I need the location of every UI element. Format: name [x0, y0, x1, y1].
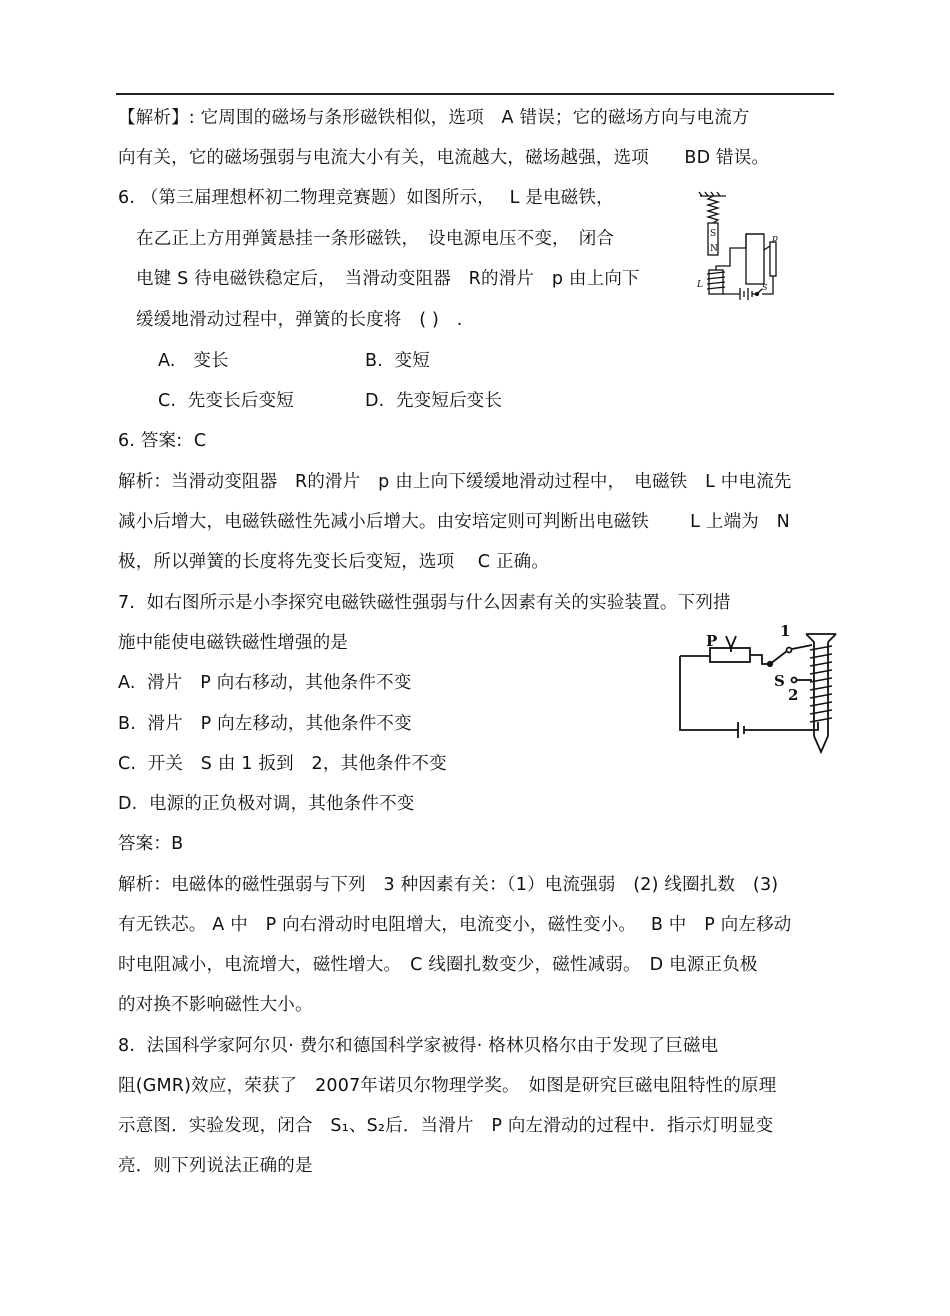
text-line: 【解析】: 它周围的磁场与条形磁铁相似，选项 A 错误；它的磁场方向与电流方 — [118, 108, 750, 128]
answer-7: 答案：B — [118, 834, 184, 854]
explanation-line: 解析：当滑动变阻器 R的滑片 p 由上向下缓缓地滑动过程中， 电磁铁 L 中电流先 — [118, 472, 792, 492]
explanation-line: 时电阻减小，电流增大，磁性增大。 C 线圈扎数变少，磁性减弱。 D 电源正负极 — [118, 955, 758, 975]
switch-s-label: S — [762, 283, 768, 292]
question-8-stem: 8. 法国科学家阿尔贝· 费尔和德国科学家被得· 格林贝格尔由于发现了巨磁电 — [118, 1036, 719, 1056]
question-6-stem: 在乙正上方用弹簧悬挂一条形磁铁， 设电源电压不变， 闭合 — [136, 229, 615, 249]
option-d: D. 先变短后变长 — [365, 391, 503, 411]
question-6-stem: 电键 S 待电磁铁稳定后， 当滑动变阻器 R的滑片 p 由上向下 — [136, 269, 640, 289]
top-rule — [116, 93, 834, 95]
question-7-stem: 7. 如右图所示是小李探究电磁铁磁性强弱与什么因素有关的实验装置。下列措 — [118, 593, 731, 613]
option-a: A. 变长 — [158, 351, 229, 371]
option-c: C. 开关 S 由 1 扳到 2，其他条件不变 — [118, 754, 447, 774]
terminal-2-label: 2 — [788, 686, 799, 704]
explanation-line: 的对换不影响磁性大小。 — [118, 995, 313, 1015]
text-line: 向有关，它的磁场强弱与电流大小有关，电流越大，磁场越强，选项 BD 错误。 — [118, 148, 770, 168]
question-7-stem: 施中能使电磁铁磁性增强的是 — [118, 633, 349, 653]
question-8-stem: 示意图．实验发现，闭合 S₁、S₂后．当滑片 P 向左滑动的过程中．指示灯明显变 — [118, 1116, 774, 1136]
switch-s-label: S — [774, 672, 785, 690]
option-a: A. 滑片 P 向右移动，其他条件不变 — [118, 673, 412, 693]
coil-l-label: L — [697, 280, 703, 290]
answer-6: 6. 答案: C — [118, 431, 207, 451]
question-8-stem: 阻(GMR)效应，荣获了 2007年诺贝尔物理学奖。 如图是研究巨磁电阻特性的原理 — [118, 1076, 777, 1096]
figure-electromagnet-circuit — [676, 618, 840, 758]
question-6-stem: 6. （第三届理想杯初二物理竞赛题）如图所示， L 是电磁铁， — [118, 188, 614, 208]
terminal-1-label: 1 — [780, 622, 791, 640]
figure-electromagnet-spring — [690, 190, 786, 310]
question-6-stem: 缓缓地滑动过程中，弹簧的长度将 ( ) . — [136, 310, 463, 330]
explanation-line: 极，所以弹簧的长度将先变长后变短，选项 C 正确。 — [118, 552, 550, 572]
magnet-s-label: S — [710, 229, 717, 239]
slider-p-label: p — [772, 234, 778, 244]
magnet-n-label: N — [710, 244, 718, 254]
option-c: C. 先变长后变短 — [158, 391, 294, 411]
question-8-stem: 亮．则下列说法正确的是 — [118, 1156, 313, 1176]
explanation-line: 有无铁芯。 A 中 P 向右滑动时电阻增大，电流变小，磁性变小。 B 中 P 向左移动 — [118, 915, 792, 935]
option-b: B. 滑片 P 向左移动，其他条件不变 — [118, 714, 412, 734]
slider-p-label: P — [706, 632, 718, 650]
option-d: D. 电源的正负极对调，其他条件不变 — [118, 794, 415, 814]
explanation-line: 解析：电磁体的磁性强弱与下列 3 种因素有关：（1）电流强弱 (2) 线圈扎数 (3) — [118, 875, 779, 895]
explanation-line: 减小后增大，电磁铁磁性先减小后增大。由安培定则可判断出电磁铁 L 上端为 N — [118, 512, 790, 532]
option-b: B. 变短 — [365, 351, 430, 371]
